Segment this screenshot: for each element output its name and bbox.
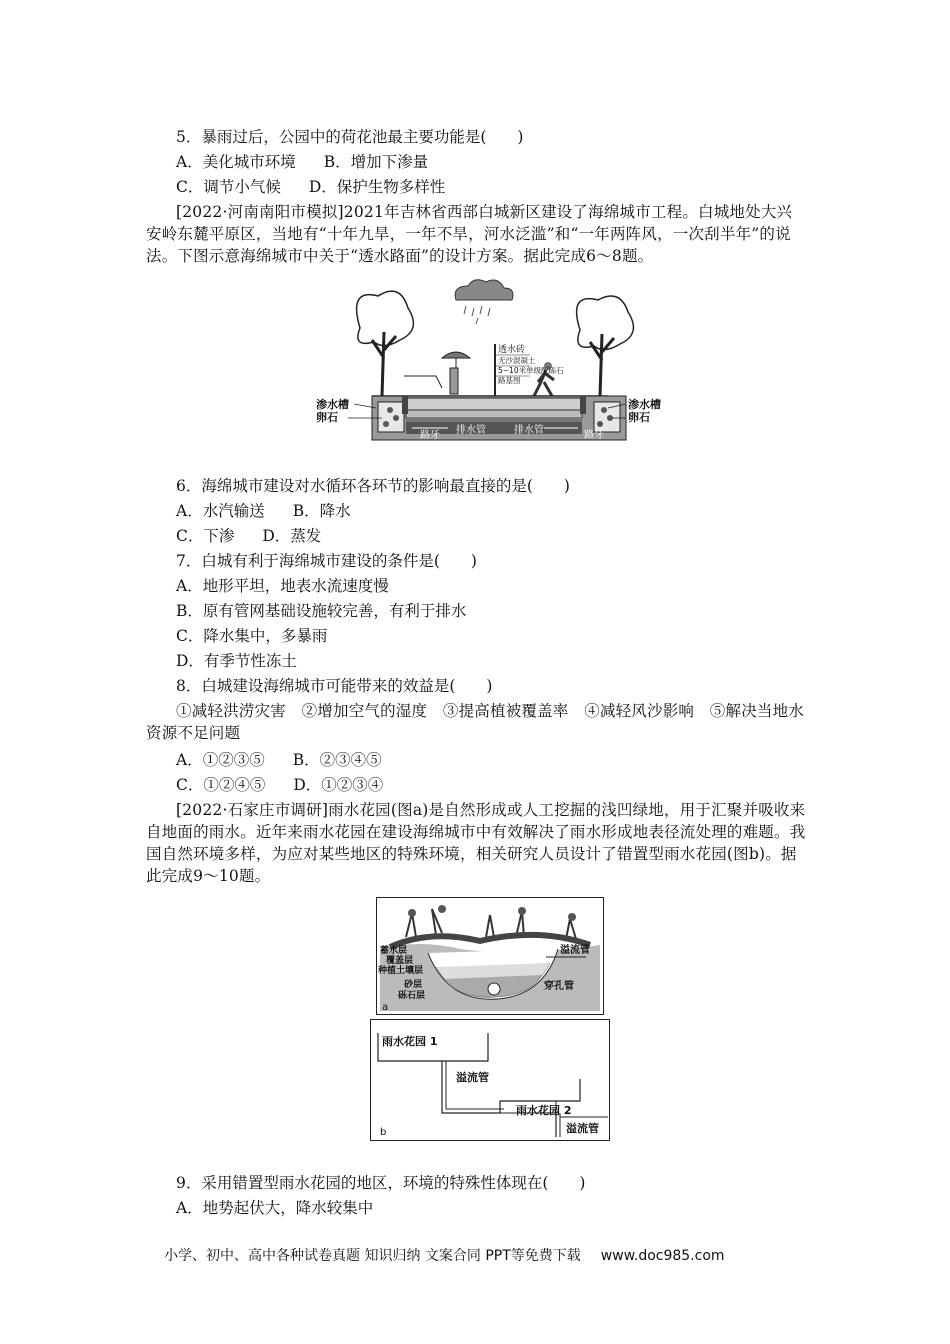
q8-items: ①减轻洪涝灾害 ②增加空气的湿度 ③提高植被覆盖率 ④减轻风沙影响 ⑤解决当地水资源不足问题 [146,702,805,742]
q6-options-row1 [176,500,836,522]
q9-option-a: A．地势起伏大，降水较集中 [176,1199,374,1217]
q8-options-row2 [176,774,836,796]
q8-stem: 8．白城建设海绵城市可能带来的效益是( ) [176,677,493,695]
label-concrete: 无沙混凝土 [498,356,536,365]
q9-stem: 9．采用错置型雨水花园的地区，环境的特殊性体现在( ) [176,1174,586,1192]
footer-text: 小学、初中、高中各种试卷真题 知识归纳 文案合同 PPT等免费下载 [164,1248,581,1264]
passage-2: [2022·石家庄市调研]雨水花园(图a)是自然形成或人工挖掘的浅凹绿地，用于汇聚并吸收来自地面的雨水。近年来雨水花园在建设海绵城市中有效解决了雨水形成地表径流处理的难题。我国自然环境多样，为应对某些地区的特殊环境，相关研究人员设计了错置型雨水花园(图b)。据此完成9～10题。 [146,801,806,885]
footer-url-link[interactable]: www.doc985.com [600,1248,725,1264]
left-trench [378,402,404,432]
q5-option-b: B．增加下渗量 [323,153,429,171]
perforated-pipe-icon [488,983,500,995]
label-left-trench: 渗水槽 [316,398,349,411]
label-right-pebble: 卵石 [628,411,650,424]
q8-option-c: C．①②④⑤ [176,776,266,794]
q8-options-row1 [176,749,836,771]
q8-option-d: D．①②③④ [293,776,384,794]
figure-b-tag: b [380,1127,387,1138]
label-overflow-pipe: 溢流管 [560,945,590,956]
q5-options-row1 [176,151,836,173]
q7-option-b: B．原有管网基础设施较完善，有利于排水 [176,602,467,620]
label-right-trench: 渗水槽 [628,398,661,411]
label-garden-1: 雨水花园 1 [382,1035,438,1048]
q7-option-a: A．地形平坦，地表水流速度慢 [176,577,389,595]
q6-option-c: C．下渗 [176,527,235,545]
permeable-pavement-figure [308,278,672,444]
right-tree-icon [577,296,634,396]
q7-option-d: D．有季节性冻土 [176,652,297,670]
person-umbrella-icon [442,352,470,394]
label-storage-layer: 蓄水层 [380,946,408,956]
q5-options-row2 [176,176,836,198]
label-left-pebble: 卵石 [316,411,338,424]
rain-garden-figure-a [376,897,604,1015]
label-pipe-left: 排水管 [456,425,486,436]
q7-stem: 7．白城有利于海绵城市建设的条件是( ) [176,552,477,570]
rain-cloud-icon [455,280,513,324]
label-sand-layer: 砂层 [404,980,423,990]
q5-option-a: A．美化城市环境 [176,153,296,171]
passage-1: [2022·河南南阳市模拟]2021年吉林省西部白城新区建设了海绵城市工程。白城地处大兴安岭东麓平原区，当地有“十年九旱，一年不旱，河水泛滥”和“一年两阵风，一次刮半年”的说法。下图示意海绵城市中关于“透水路面”的设计方案。据此完成6～8题。 [146,203,793,265]
q6-stem: 6．海绵城市建设对水循环各环节的影响最直接的是( ) [176,477,570,495]
figure-a-tag: a [382,1002,389,1013]
label-soil-layer: 种植土壤层 [378,966,424,976]
q6-option-a: A．水汽输送 [176,502,265,520]
left-tree-icon [357,291,414,396]
label-overflow-2: 溢流管 [566,1122,599,1135]
label-pipe-right: 排水管 [514,425,544,436]
q5-stem: 5．暴雨过后，公园中的荷花池最主要功能是( ) [176,128,524,146]
label-gravel: 5~10米单级配砾石 [498,366,564,375]
q6-options-row2 [176,525,836,547]
label-curb-left: 路牙 [420,430,440,441]
label-curb-right: 路牙 [584,430,604,441]
q5-option-c: C．调节小气候 [176,178,281,196]
label-cover-layer: 覆盖层 [386,956,414,966]
label-gravel-layer: 砾石层 [398,991,426,1001]
label-permeable-brick: 透水砖 [498,345,526,355]
label-overflow-1: 溢流管 [456,1071,489,1084]
page-footer [164,1245,725,1265]
q8-option-a: A．①②③⑤ [176,751,265,769]
q6-option-d: D．蒸发 [262,527,322,545]
label-garden-2: 雨水花园 2 [516,1104,572,1117]
rain-garden-figure-b [370,1019,610,1141]
q8-option-b: B．②③④⑤ [292,751,382,769]
label-perforated-pipe: 穿孔管 [544,981,574,992]
q5-option-d: D．保护生物多样性 [308,178,446,196]
label-roadbed: 路基图 [498,376,521,385]
q7-option-c: C．降水集中，多暴雨 [176,627,328,645]
q6-option-b: B．降水 [292,502,351,520]
